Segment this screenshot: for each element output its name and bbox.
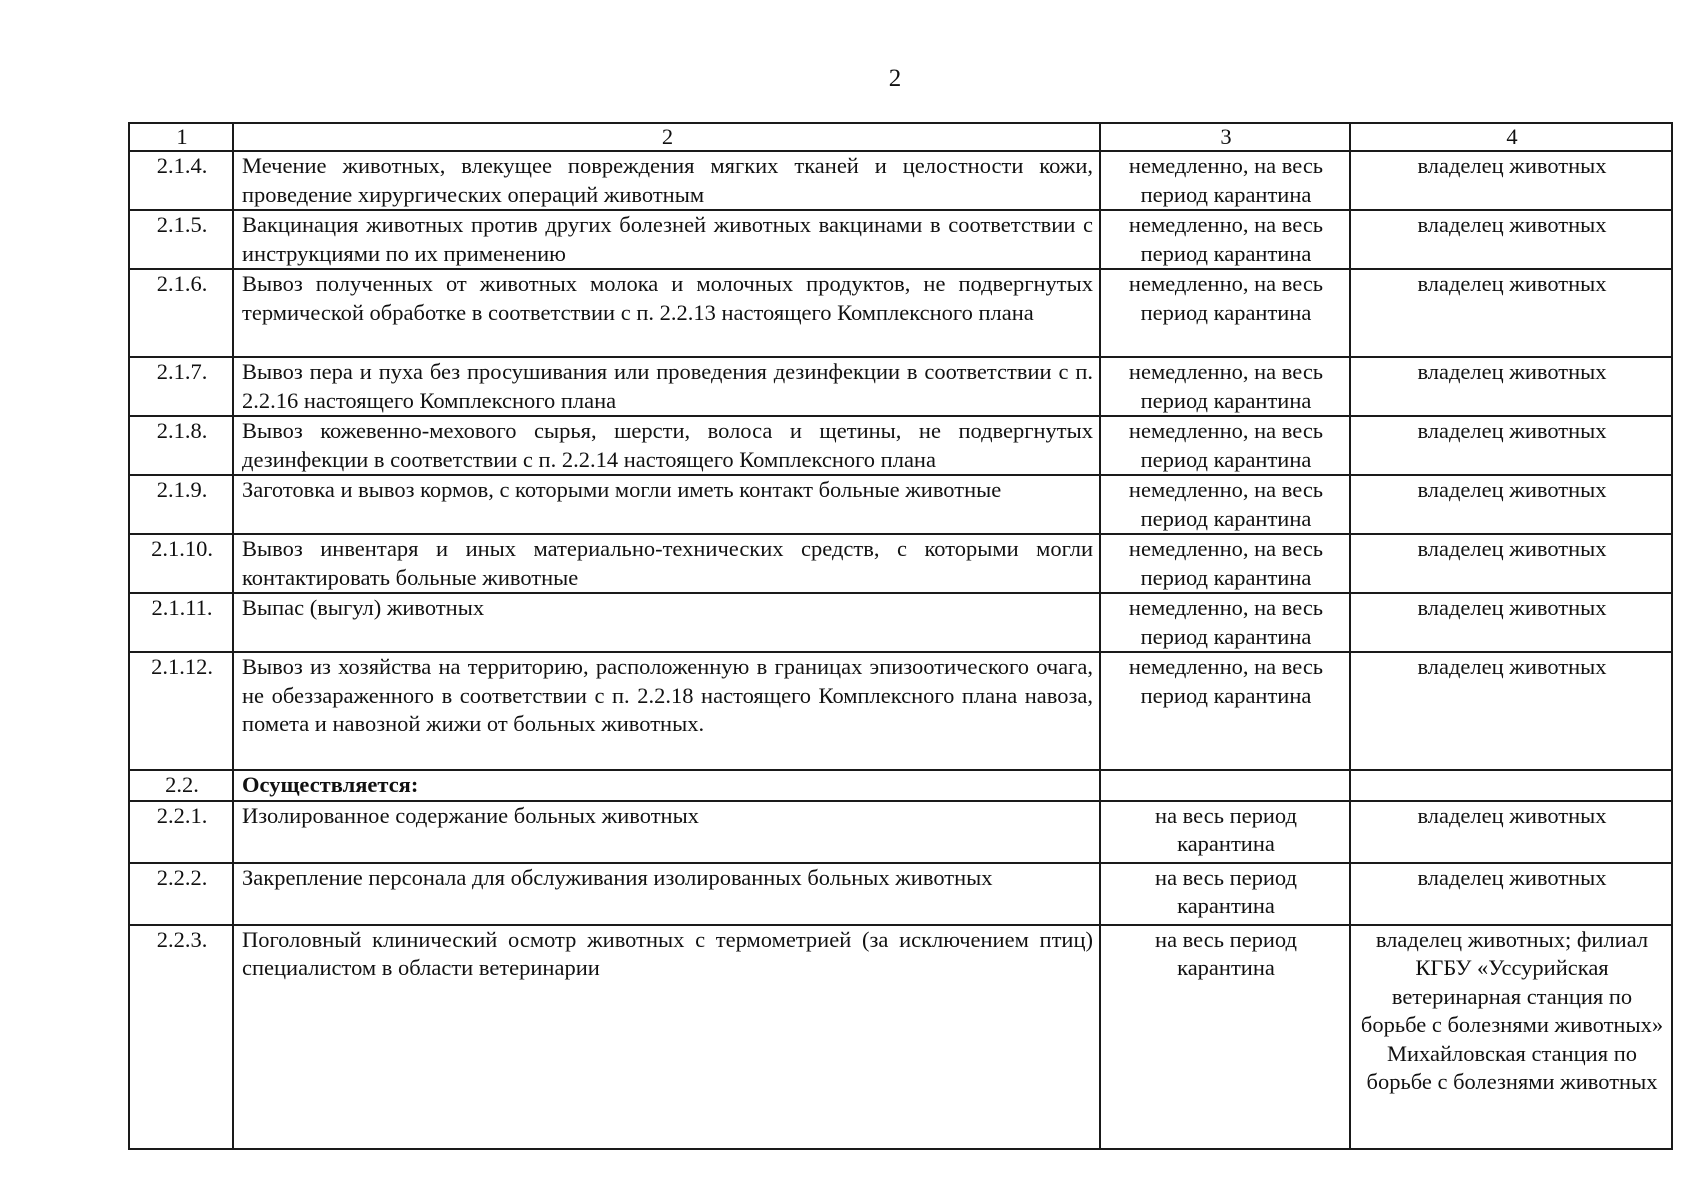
- table-row: [129, 593, 1672, 652]
- measure-text: Закрепление персонала для обслуживания изолированных больных животных: [233, 863, 1100, 925]
- measure-text: Вывоз кожевенно-мехового сырья, шерсти, волоса и щетины, не подвергнутых дезинфекции в соответствии с п. 2.2.14 настоящего Комплексного плана: [233, 416, 1100, 475]
- measure-term: немедленно, на весь период карантина: [1100, 357, 1350, 416]
- item-number: 2.1.11.: [129, 593, 233, 652]
- section-number: 2.2.: [129, 770, 233, 801]
- measure-term: немедленно, на весь период карантина: [1100, 416, 1350, 475]
- responsible-party: владелец животных: [1350, 801, 1672, 863]
- responsible-party: владелец животных: [1350, 269, 1672, 357]
- table-header-row: [129, 123, 1672, 151]
- measure-term: немедленно, на весь период карантина: [1100, 534, 1350, 593]
- measure-text: Выпас (выгул) животных: [233, 593, 1100, 652]
- responsible-party: владелец животных: [1350, 863, 1672, 925]
- responsible-party: владелец животных: [1350, 416, 1672, 475]
- responsible-party: владелец животных: [1350, 210, 1672, 269]
- measure-term: немедленно, на весь период карантина: [1100, 652, 1350, 770]
- item-number: 2.1.12.: [129, 652, 233, 770]
- item-number: 2.2.3.: [129, 925, 233, 1149]
- page-number: 2: [888, 65, 902, 92]
- responsible-party: владелец животных; филиал КГБУ «Уссурийская ветеринарная станция по борьбе с болезнями животных» Михайловская станция по борьбе с болезнями животных: [1350, 925, 1672, 1149]
- table-row: [129, 475, 1672, 534]
- table-row: [129, 151, 1672, 210]
- measure-term: немедленно, на весь период карантина: [1100, 269, 1350, 357]
- measure-text: Изолированное содержание больных животных: [233, 801, 1100, 863]
- measure-term: [1100, 770, 1350, 801]
- item-number: 2.1.10.: [129, 534, 233, 593]
- responsible-party: владелец животных: [1350, 151, 1672, 210]
- responsible-party: [1350, 770, 1672, 801]
- measure-term: немедленно, на весь период карантина: [1100, 151, 1350, 210]
- table-row: [129, 357, 1672, 416]
- measure-term: немедленно, на весь период карантина: [1100, 475, 1350, 534]
- section-title: Осуществляется:: [233, 770, 1100, 801]
- section-row: [129, 770, 1672, 801]
- table-row: [129, 863, 1672, 925]
- item-number: 2.1.9.: [129, 475, 233, 534]
- column-header-1: 1: [129, 123, 233, 151]
- responsible-party: владелец животных: [1350, 593, 1672, 652]
- table-row: [129, 210, 1672, 269]
- responsible-party: владелец животных: [1350, 475, 1672, 534]
- measure-term: на весь период карантина: [1100, 801, 1350, 863]
- item-number: 2.1.7.: [129, 357, 233, 416]
- measure-term: на весь период карантина: [1100, 925, 1350, 1149]
- table-row: [129, 652, 1672, 770]
- column-header-4: 4: [1350, 123, 1672, 151]
- item-number: 2.1.6.: [129, 269, 233, 357]
- measure-term: немедленно, на весь период карантина: [1100, 210, 1350, 269]
- measure-text: Вывоз полученных от животных молока и молочных продуктов, не подвергнутых термической обработке в соответствии с п. 2.2.13 настоящего Комплексного плана: [233, 269, 1100, 357]
- table-row: [129, 269, 1672, 357]
- column-header-2: 2: [233, 123, 1100, 151]
- measure-text: Поголовный клинический осмотр животных с термометрией (за исключением птиц) специалистом в области ветеринарии: [233, 925, 1100, 1149]
- item-number: 2.2.1.: [129, 801, 233, 863]
- measure-text: Вакцинация животных против других болезней животных вакцинами в соответствии с инструкциями по их применению: [233, 210, 1100, 269]
- item-number: 2.1.5.: [129, 210, 233, 269]
- item-number: 2.2.2.: [129, 863, 233, 925]
- table-row: [129, 534, 1672, 593]
- measure-text: Вывоз инвентаря и иных материально-технических средств, с которыми могли контактировать больные животные: [233, 534, 1100, 593]
- column-header-3: 3: [1100, 123, 1350, 151]
- table-row: [129, 801, 1672, 863]
- item-number: 2.1.4.: [129, 151, 233, 210]
- table-row: [129, 416, 1672, 475]
- measures-table: [128, 122, 1673, 1150]
- measure-text: Заготовка и вывоз кормов, с которыми могли иметь контакт больные животные: [233, 475, 1100, 534]
- responsible-party: владелец животных: [1350, 357, 1672, 416]
- measure-text: Вывоз пера и пуха без просушивания или проведения дезинфекции в соответствии с п. 2.2.16 настоящего Комплексного плана: [233, 357, 1100, 416]
- measure-text: Мечение животных, влекущее повреждения мягких тканей и целостности кожи, проведение хирургических операций животным: [233, 151, 1100, 210]
- responsible-party: владелец животных: [1350, 534, 1672, 593]
- table-row: [129, 925, 1672, 1149]
- responsible-party: владелец животных: [1350, 652, 1672, 770]
- measure-term: на весь период карантина: [1100, 863, 1350, 925]
- measure-text: Вывоз из хозяйства на территорию, расположенную в границах эпизоотического очага, не обеззараженного в соответствии с п. 2.2.18 настоящего Комплексного плана навоза, помета и навозной жижи от больных животных.: [233, 652, 1100, 770]
- measure-term: немедленно, на весь период карантина: [1100, 593, 1350, 652]
- item-number: 2.1.8.: [129, 416, 233, 475]
